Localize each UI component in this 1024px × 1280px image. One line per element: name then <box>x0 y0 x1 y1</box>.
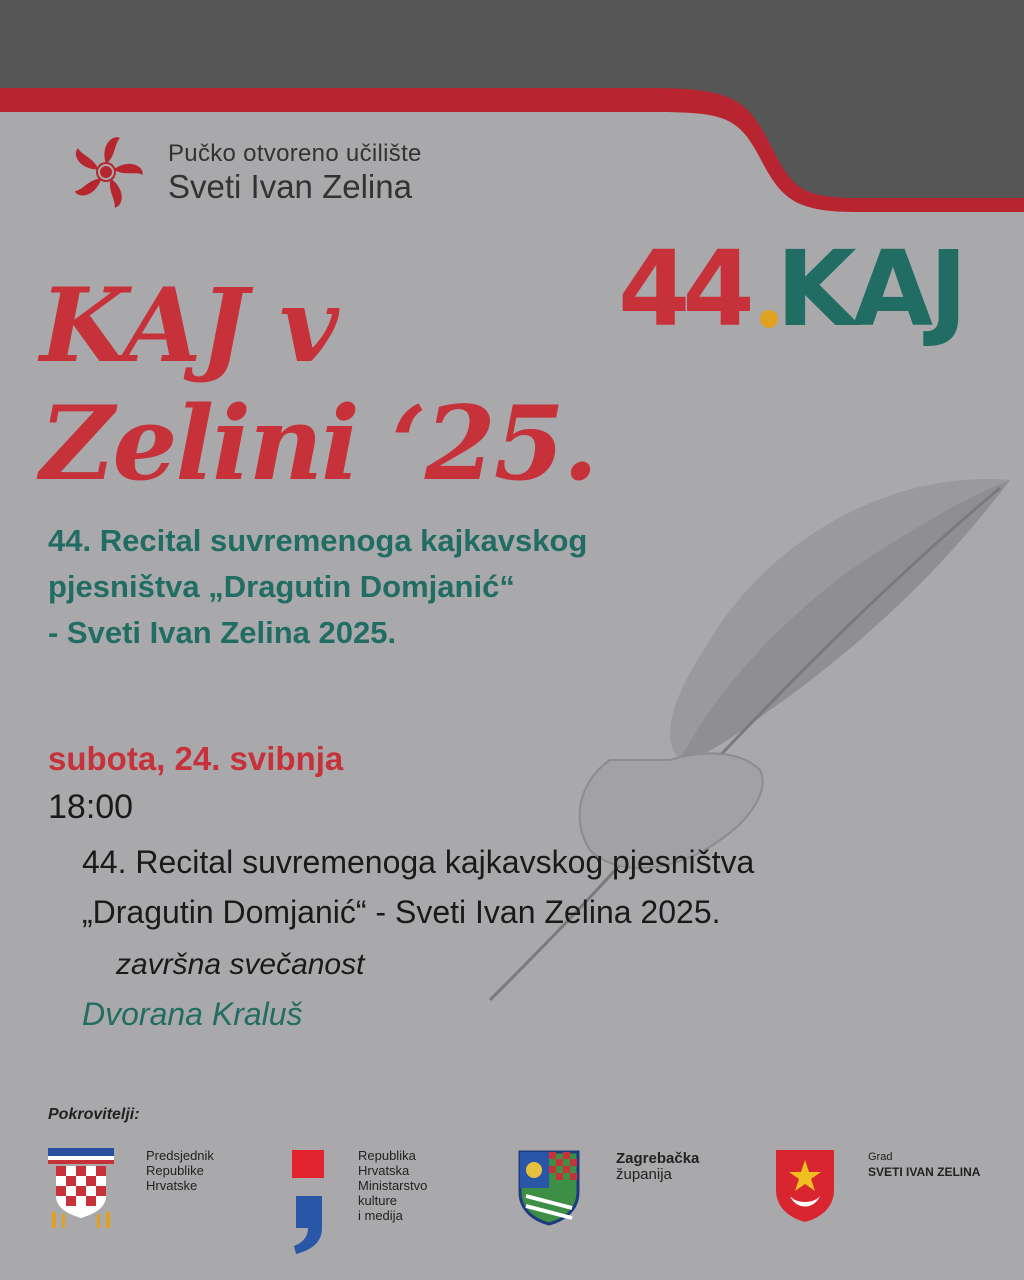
subtitle-line1: 44. Recital suvremenoga kajkavskog <box>48 523 588 558</box>
sponsor-3-text: Zagrebačka županija <box>616 1150 700 1183</box>
kaj-44-badge <box>618 228 988 348</box>
sveti-ivan-zelina-coat-of-arms-icon <box>774 1148 836 1224</box>
event-venue: Dvorana Kraluš <box>82 996 303 1032</box>
event-name-line1: 44. Recital suvremenoga kajkavskog pjesništva <box>82 844 755 880</box>
sponsors-heading: Pokrovitelji: <box>48 1106 140 1123</box>
event-title-line2: Zelini ‘25. <box>40 384 597 504</box>
croatian-presidential-coat-of-arms-icon <box>48 1148 114 1230</box>
sponsor-4-text: Grad SVETI IVAN ZELINA <box>868 1151 981 1179</box>
ministry-of-culture-logo-icon <box>290 1150 326 1254</box>
organizer-name-line2: Sveti Ivan Zelina <box>168 168 412 205</box>
badge-word: KAJ <box>776 228 964 350</box>
sponsor-1-text: Predsjednik Republike Hrvatske <box>146 1148 214 1193</box>
event-time: 18:00 <box>48 788 134 826</box>
badge-number: 44 <box>618 228 747 350</box>
subtitle-line2: pjesništva „Dragutin Domjanić“ <box>48 569 515 604</box>
event-name-line2: „Dragutin Domjanić“ - Sveti Ivan Zelina 2025. <box>82 894 721 930</box>
event-title-line1: KAJ v <box>40 266 337 386</box>
pou-flower-logo-icon <box>58 126 154 216</box>
sponsor-2-text: Republika Hrvatska Ministarstvo kulture i medija <box>358 1148 428 1223</box>
subtitle-line3: - Sveti Ivan Zelina 2025. <box>48 615 397 650</box>
event-type: završna svečanost <box>116 948 365 981</box>
zagreb-county-coat-of-arms-icon <box>516 1148 582 1226</box>
event-date: subota, 24. svibnja <box>48 740 344 777</box>
organizer-name-line1: Pučko otvoreno učilište <box>168 140 422 167</box>
